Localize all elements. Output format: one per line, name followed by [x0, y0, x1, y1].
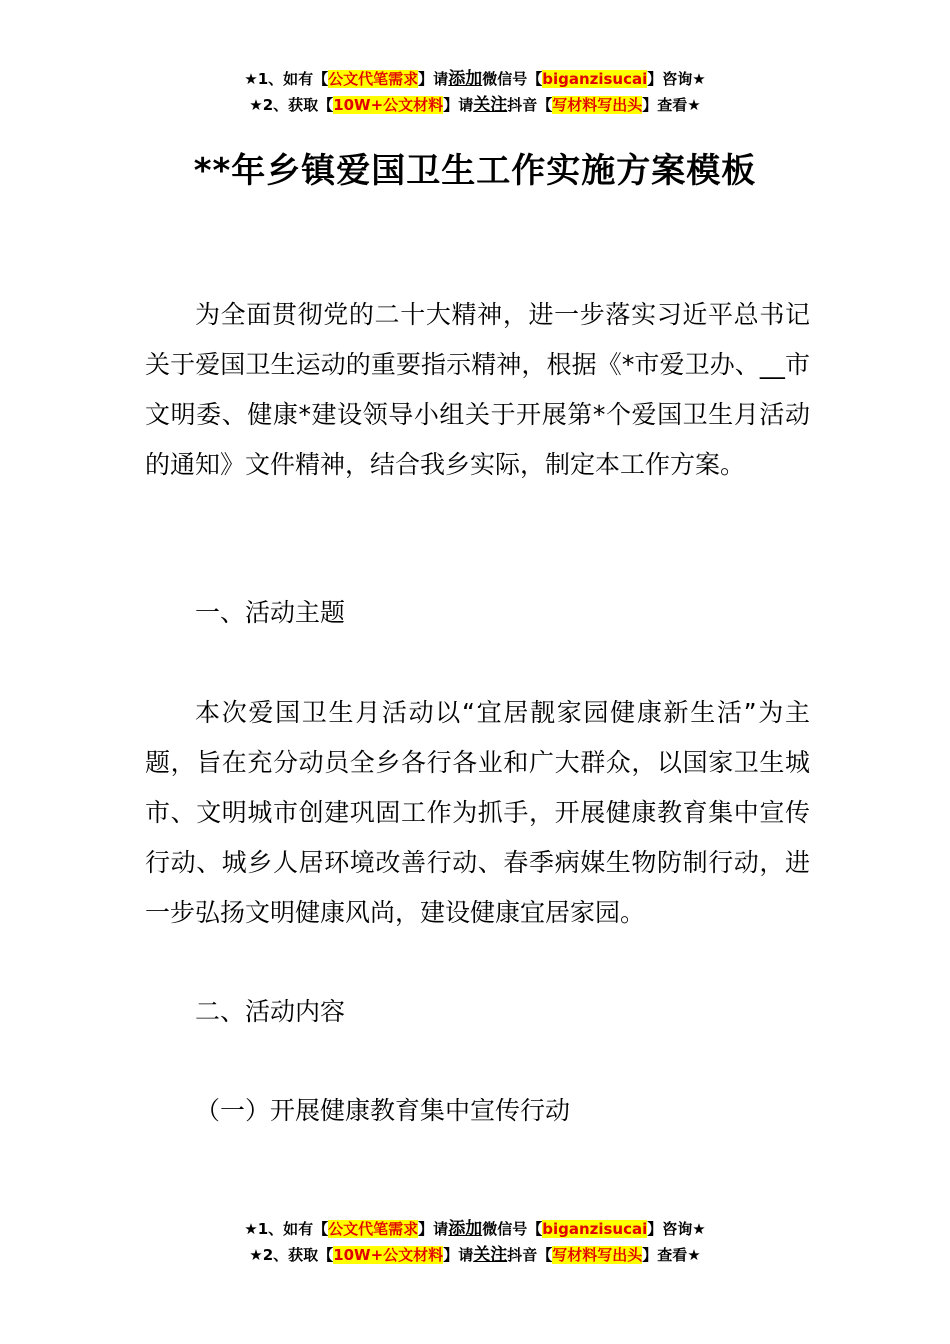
banner-text: 】咨询★ — [647, 1220, 706, 1238]
banner-text: 微信号【 — [482, 70, 543, 88]
banner-line-2 — [0, 92, 950, 118]
banner-text: 】查看★ — [642, 1246, 701, 1264]
bottom-banner — [0, 1216, 950, 1268]
highlight-writing-service: 公文代笔需求 — [328, 1220, 419, 1238]
top-banner — [0, 66, 950, 118]
banner-text: ★1、如有【 — [244, 1220, 329, 1238]
theme-paragraph: 本次爱国卫生月活动以“宜居靓家园健康新生活”为主题，旨在充分动员全乡各行各业和广大群众，以国家卫生城市、文明城市创建巩固工作为抓手，开展健康教育集中宣传行动、城乡人居环境改善行动、春季病媒生物防制行动，进一步弘扬文明健康风尚，建设健康宜居家园。 — [145, 698, 810, 927]
banner-text: 】请 — [418, 70, 449, 88]
banner-text: 微信号【 — [482, 1220, 543, 1238]
banner-line-2 — [0, 1242, 950, 1268]
banner-text: ★2、获取【 — [249, 96, 334, 114]
highlight-materials: 10W+公文材料 — [333, 1246, 444, 1264]
banner-text: 】咨询★ — [647, 70, 706, 88]
banner-text: 】请 — [418, 1220, 449, 1238]
section-heading-theme: 一、活动主题 — [195, 598, 346, 627]
intro-paragraph: 为全面贯彻党的二十大精神，进一步落实习近平总书记关于爱国卫生运动的重要指示精神，根据《*市爱卫办、__市文明委、健康*建设领导小组关于开展第*个爱国卫生月活动的通知》文件精神，结合我乡实际，制定本工作方案。 — [145, 300, 810, 479]
banner-underlined-text: 关注 — [473, 95, 508, 115]
banner-line-1 — [0, 66, 950, 92]
banner-text: 】请 — [443, 96, 474, 114]
banner-underlined-text: 添加 — [448, 69, 483, 89]
banner-text: ★2、获取【 — [249, 1246, 334, 1264]
highlight-douyin-account: 写材料写出头 — [552, 96, 643, 114]
banner-underlined-text: 关注 — [473, 1245, 508, 1265]
banner-text: 】查看★ — [642, 96, 701, 114]
highlight-wechat-id: biganzisucai — [542, 1220, 648, 1238]
banner-line-1 — [0, 1216, 950, 1242]
section-heading-content: 二、活动内容 — [195, 997, 346, 1026]
banner-text: 抖音【 — [507, 96, 553, 114]
document-title: **年乡镇爱国卫生工作实施方案模板 — [193, 151, 757, 191]
banner-underlined-text: 添加 — [448, 1219, 483, 1239]
highlight-douyin-account: 写材料写出头 — [552, 1246, 643, 1264]
highlight-wechat-id: biganzisucai — [542, 70, 648, 88]
banner-text: 】请 — [443, 1246, 474, 1264]
highlight-writing-service: 公文代笔需求 — [328, 70, 419, 88]
highlight-materials: 10W+公文材料 — [333, 96, 444, 114]
banner-text: 抖音【 — [507, 1246, 553, 1264]
subsection-heading-education: （一）开展健康教育集中宣传行动 — [195, 1096, 571, 1125]
banner-text: ★1、如有【 — [244, 70, 329, 88]
